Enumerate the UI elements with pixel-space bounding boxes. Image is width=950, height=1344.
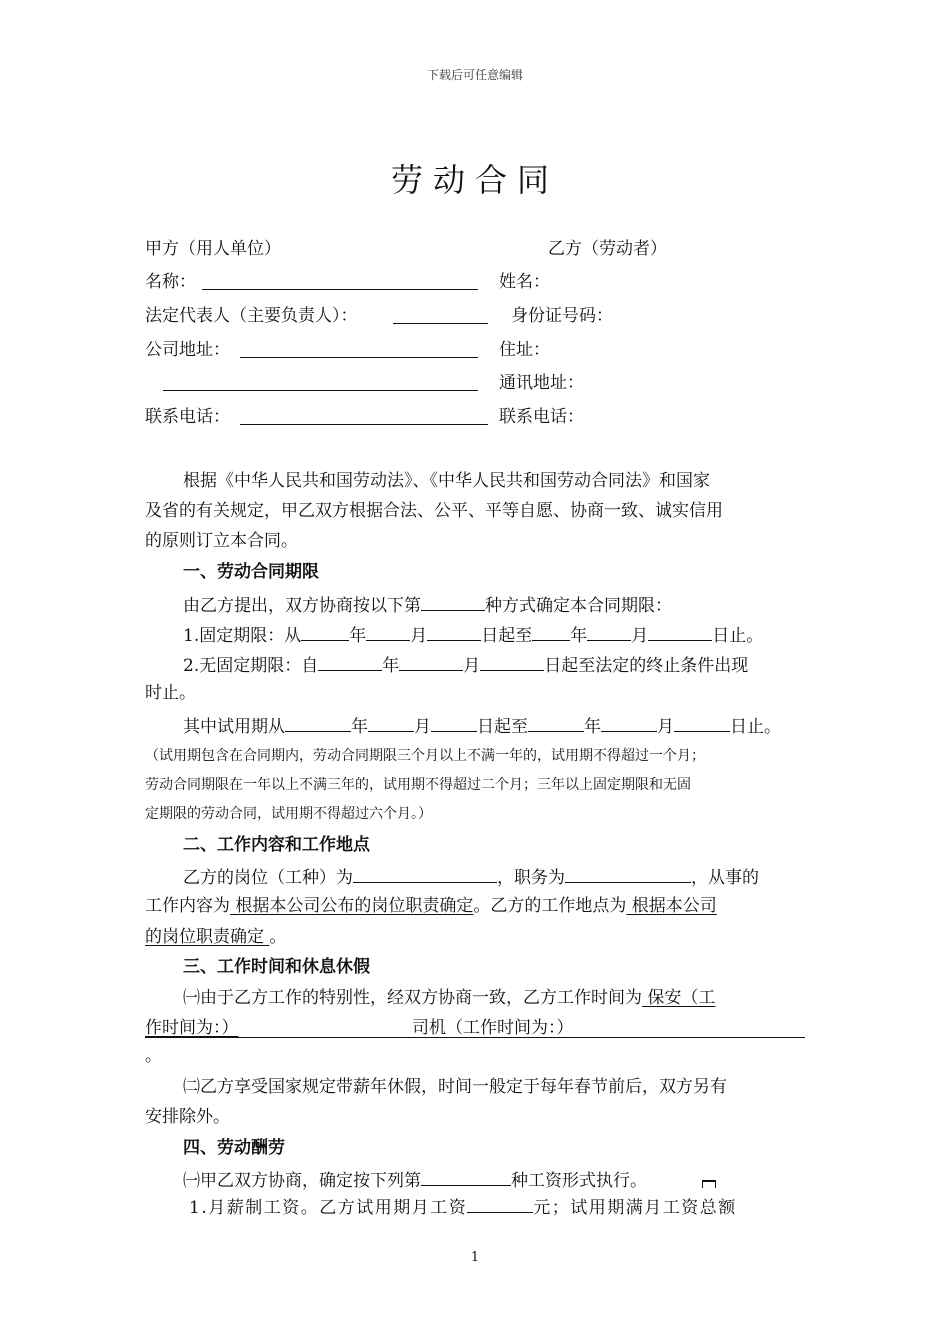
open-term-line: 2.无固定期限：自 年 月 日起至法定的终止条件出现 [183,652,748,677]
section-4-heading: 四、劳动酬劳 [183,1138,285,1158]
party-a-name-label: 名称： [145,272,196,292]
probation-note-3: 定期限的劳动合同，试用期不得超过六个月。） [145,806,432,822]
party-b-id-label: 身份证号码： [511,306,613,326]
work-hours-underline[interactable] [145,1037,805,1038]
party-a-rep-label: 法定代表人（主要负责人）： [145,306,358,326]
probation-end-month[interactable] [601,713,657,732]
page-number: 1 [470,1250,480,1265]
probation-start-day[interactable] [431,713,477,732]
open-start-month[interactable] [399,652,463,671]
wage-form-line: ㈠甲乙双方协商，确定按下列第 种工资形式执行。 [183,1167,647,1192]
annual-leave-line-2: 安排除外。 [145,1107,230,1127]
party-a-name-field[interactable] [202,289,478,290]
probation-note-2: 劳动合同期限在一年以上不满三年的，试用期不得超过二个月；三年以上固定期限和无固 [145,777,691,793]
position-blank[interactable] [353,864,497,883]
fixed-end-year[interactable] [532,622,570,641]
preamble-line-3: 的原则订立本合同。 [145,531,298,551]
probation-wage-blank[interactable] [467,1194,533,1213]
party-a-heading: 甲方（用人单位） [145,239,281,259]
fixed-end-month[interactable] [587,622,631,641]
monthly-wage-line: 1.月薪制工资。乙方试用期月工资 元；试用期满月工资总额 [189,1194,737,1219]
preamble-line-2: 及省的有关规定，甲乙双方根据合法、公平、平等自愿、协商一致、诚实信用 [145,501,723,521]
fixed-end-day[interactable] [648,622,712,641]
party-b-phone-label: 联系电话： [499,407,584,427]
fixed-start-month[interactable] [366,622,410,641]
probation-start-month[interactable] [368,713,414,732]
work-content-line: 工作内容为 根据本公司公布的岗位职责确定。乙方的工作地点为 根据本公司 [145,896,717,916]
work-hours-driver: 司机（工作时间为：） [412,1018,574,1038]
work-location-line: 的岗位职责确定 。 [145,927,287,947]
work-hours-end: 。 [145,1046,162,1066]
party-a-address-label: 公司地址： [145,340,230,360]
party-b-mail-label: 通讯地址： [499,373,584,393]
party-b-name-label: 姓名： [499,272,550,292]
section-2-heading: 二、工作内容和工作地点 [183,835,370,855]
party-a-address-field-2[interactable] [163,390,478,391]
open-start-year[interactable] [318,652,382,671]
annual-leave-line-1: ㈡乙方享受国家规定带薪年休假，时间一般定于每年春节前后，双方另有 [183,1077,727,1097]
position-line: 乙方的岗位（工种）为 ，职务为 ，从事的 [183,864,759,889]
open-start-day[interactable] [480,652,544,671]
probation-note-1: （试用期包含在合同期内，劳动合同期限三个月以上不满一年的，试用期不得超过一个月； [145,748,705,764]
probation-start-year[interactable] [285,713,351,732]
work-hours-line-1: ㈠由于乙方工作的特别性，经双方协商一致，乙方工作时间为 保安（工 [183,988,716,1008]
open-term-tail: 时止。 [145,683,196,703]
wage-form-blank[interactable] [421,1167,511,1186]
party-a-phone-label: 联系电话： [145,407,230,427]
download-note: 下载后可任意编辑 [426,68,523,82]
term-option-blank[interactable] [421,592,485,611]
probation-line: 其中试用期从 年 月 日起至 年 月 日止。 [183,713,781,738]
probation-end-day[interactable] [674,713,730,732]
party-b-residence-label: 住址： [499,340,550,360]
party-a-phone-field[interactable] [240,424,488,425]
party-a-rep-field[interactable] [393,323,488,324]
document-title: 劳动合同 [390,161,559,199]
preamble-line-1: 根据《中华人民共和国劳动法》、《中华人民共和国劳动合同法》和国家 [183,471,710,491]
work-hours-line-2: 作时间为：） [145,1018,239,1038]
fixed-start-day[interactable] [427,622,481,641]
section-3-heading: 三、工作时间和休息休假 [183,957,370,977]
bracket-mark-icon [702,1180,716,1188]
probation-end-year[interactable] [528,713,584,732]
title-blank[interactable] [565,864,691,883]
fixed-term-line: 1.固定期限：从 年 月 日起至 年 月 日止。 [183,622,763,647]
party-a-address-field[interactable] [240,357,478,358]
fixed-start-year[interactable] [301,622,349,641]
party-b-heading: 乙方（劳动者） [548,239,667,259]
section-1-heading: 一、劳动合同期限 [183,562,319,582]
section-1-intro: 由乙方提出，双方协商按以下第 种方式确定本合同期限： [183,592,672,617]
